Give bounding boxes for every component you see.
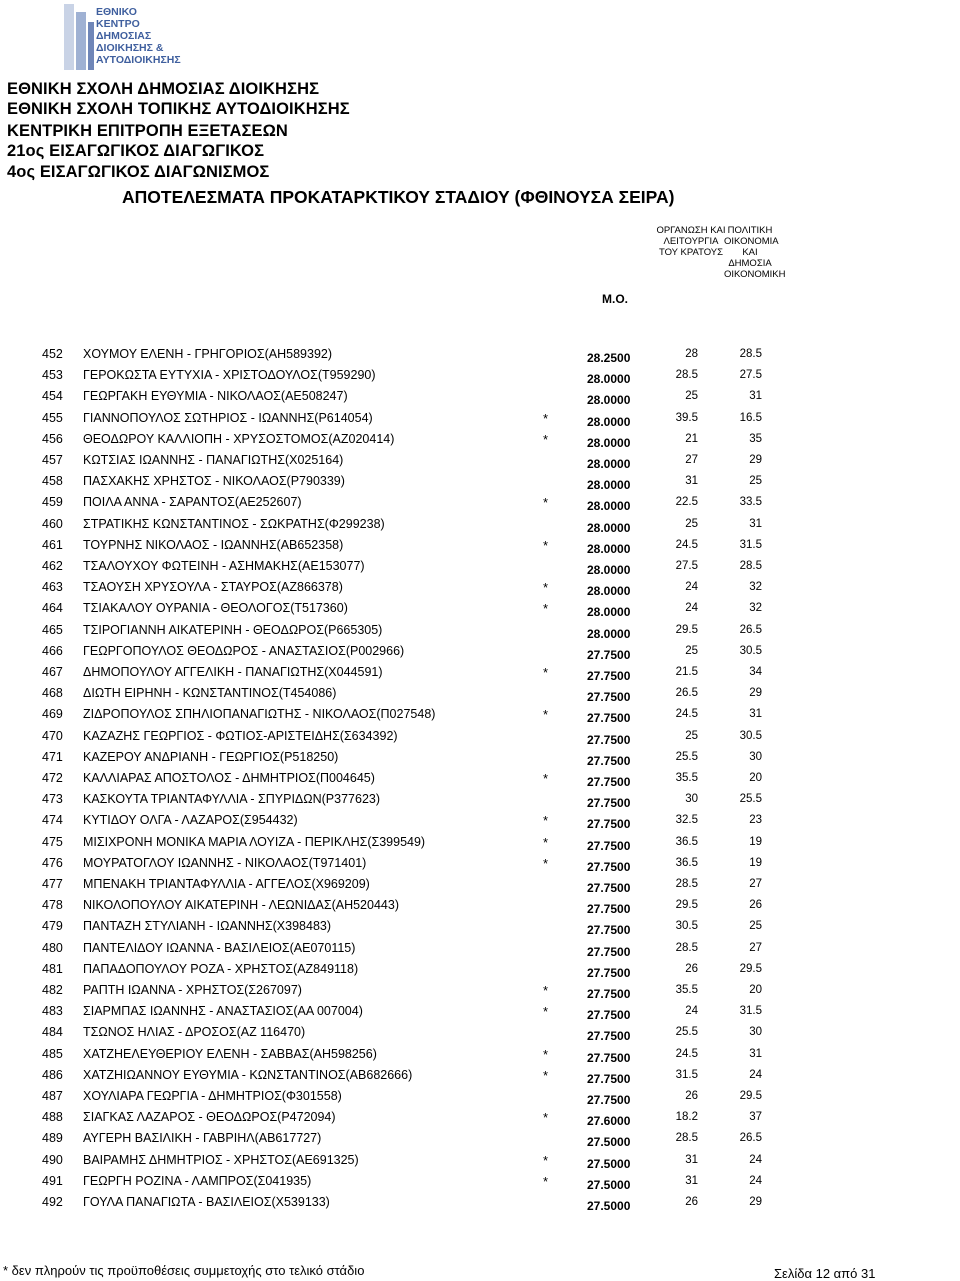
table-row — [0, 1110, 960, 1131]
column-header-average: Μ.Ο. — [602, 292, 628, 306]
ineligible-mark: * — [543, 855, 549, 871]
score-organization: 25 — [685, 644, 698, 657]
average-score: 27.5000 — [587, 1177, 631, 1192]
average-score: 28.0000 — [587, 393, 631, 408]
ineligible-mark: * — [543, 1152, 549, 1168]
candidate-name: ΘΕΟΔΩΡΟΥ ΚΑΛΛΙΟΠΗ - ΧΡΥΣΟΣΤΟΜΟΣ(ΑΖ020414) — [83, 431, 395, 446]
average-score: 27.7500 — [587, 690, 631, 705]
table-row — [0, 898, 960, 919]
candidate-name: ΚΥΤΙΔΟΥ ΟΛΓΑ - ΛΑΖΑΡΟΣ(Σ954432) — [83, 813, 298, 828]
column-header-line: ΟΙΚΟΝΟΜΙΑ — [724, 236, 779, 247]
score-organization: 31 — [685, 475, 698, 488]
row-number: 470 — [42, 728, 63, 743]
row-number: 453 — [42, 368, 63, 383]
candidate-name: ΤΟΥΡΝΗΣ ΝΙΚΟΛΑΟΣ - ΙΩΑΝΝΗΣ(ΑΒ652358) — [83, 537, 344, 552]
average-score: 27.7500 — [587, 796, 631, 811]
row-number: 458 — [42, 474, 63, 489]
average-score: 28.0000 — [587, 414, 631, 429]
average-score: 27.7500 — [587, 1029, 631, 1044]
score-organization: 21 — [685, 432, 698, 445]
score-economics: 29.5 — [739, 1090, 762, 1102]
table-row — [0, 856, 960, 877]
table-row — [0, 1004, 960, 1025]
score-economics: 29 — [749, 454, 762, 466]
average-score: 27.7500 — [587, 1093, 631, 1107]
candidate-name: ΠΑΝΤΑΖΗ ΣΤΥΛΙΑΝΗ - ΙΩΑΝΝΗΣ(Χ398483) — [83, 919, 332, 934]
table-row — [0, 411, 960, 432]
candidate-name: ΤΣΙΡΟΓΙΑΝΝΗ ΑΙΚΑΤΕΡΙΝΗ - ΘΕΟΔΩΡΟΣ(Ρ665305) — [83, 622, 383, 637]
score-economics: 20 — [749, 772, 762, 784]
candidate-name: ΔΗΜΟΠΟΥΛΟΥ ΑΓΓΕΛΙΚΗ - ΠΑΝΑΓΙΩΤΗΣ(Χ044591) — [83, 665, 383, 679]
header-line: 4ος ΕΙΣΑΓΩΓΙΚΟΣ ΔΙΑΓΩΝΙΣΜΟΣ — [7, 163, 270, 181]
candidate-name: ΒΑΙΡΑΜΗΣ ΔΗΜΗΤΡΙΟΣ - ΧΡΗΣΤΟΣ(ΑΕ691325) — [83, 1152, 359, 1167]
table-row — [0, 623, 960, 644]
score-organization: 26 — [685, 1196, 698, 1208]
table-row — [0, 1195, 960, 1216]
average-score: 28.0000 — [587, 605, 631, 620]
score-economics: 37 — [749, 1111, 762, 1124]
score-organization: 30 — [685, 793, 698, 806]
average-score: 28.0000 — [587, 626, 631, 641]
score-organization: 25 — [685, 729, 698, 742]
candidate-name: ΚΑΖΑΖΗΣ ΓΕΩΡΓΙΟΣ - ΦΩΤΙΟΣ-ΑΡΙΣΤΕΙΔΗΣ(Σ634392) — [83, 728, 398, 743]
row-number: 474 — [42, 813, 63, 828]
ineligible-mark: * — [543, 580, 549, 596]
candidate-name: ΓΕΡΟΚΩΣΤΑ ΕΥΤΥΧΙΑ - ΧΡΙΣΤΟΔΟΥΛΟΣ(Τ959290) — [83, 368, 376, 383]
score-economics: 25 — [749, 920, 762, 933]
score-organization: 22.5 — [675, 496, 698, 509]
score-organization: 24 — [685, 581, 698, 594]
average-score: 28.0000 — [587, 435, 631, 450]
average-score: 27.5000 — [587, 1135, 631, 1150]
row-number: 484 — [42, 1025, 63, 1040]
table-row — [0, 729, 960, 750]
average-score: 28.0000 — [587, 541, 631, 556]
candidate-name: ΝΙΚΟΛΟΠΟΥΛΟΥ ΑΙΚΑΤΕΡΙΝΗ - ΛΕΩΝΙΔΑΣ(ΑΗ520443) — [83, 898, 399, 913]
table-row — [0, 347, 960, 368]
score-economics: 31 — [749, 708, 762, 721]
score-organization: 28 — [685, 348, 698, 360]
row-number: 480 — [42, 940, 63, 955]
candidate-name: ΚΩΤΣΙΑΣ ΙΩΑΝΝΗΣ - ΠΑΝΑΓΙΩΤΗΣ(Χ025164) — [83, 453, 344, 467]
logo-line: ΑΥΤΟΔΙΟΙΚΗΣΗΣ — [96, 54, 181, 66]
table-row — [0, 1089, 960, 1110]
score-economics: 20 — [749, 984, 762, 996]
row-number: 477 — [42, 877, 63, 891]
table-row — [0, 792, 960, 813]
score-organization: 29.5 — [675, 899, 698, 912]
row-number: 491 — [42, 1173, 63, 1188]
score-organization: 26.5 — [675, 687, 698, 700]
average-score: 28.0000 — [587, 478, 631, 493]
candidate-name: ΧΟΥΛΙΑΡΑ ΓΕΩΡΓΙΑ - ΔΗΜΗΤΡΙΟΣ(Φ301558) — [83, 1089, 342, 1103]
average-score: 27.6000 — [587, 1114, 631, 1129]
score-economics: 34 — [749, 666, 762, 678]
row-number: 459 — [42, 495, 63, 510]
ineligible-mark: * — [543, 771, 549, 786]
score-organization: 25 — [685, 390, 698, 403]
score-organization: 35.5 — [675, 984, 698, 996]
score-organization: 25 — [685, 517, 698, 530]
row-number: 489 — [42, 1131, 63, 1146]
ineligible-mark: * — [543, 665, 549, 680]
column-header-line: ΛΕΙΤΟΥΡΓΙΑ — [663, 236, 719, 247]
table-row — [0, 665, 960, 686]
row-number: 490 — [42, 1152, 63, 1167]
average-score: 27.7500 — [587, 881, 631, 895]
score-economics: 31.5 — [739, 1005, 762, 1018]
row-number: 457 — [42, 453, 63, 467]
row-number: 481 — [42, 961, 63, 976]
page-number: Σελίδα 12 από 31 — [774, 1266, 876, 1281]
candidate-name: ΣΤΡΑΤΙΚΗΣ ΚΩΝΣΤΑΝΤΙΝΟΣ - ΣΩΚΡΑΤΗΣ(Φ299238) — [83, 516, 385, 531]
table-row — [0, 686, 960, 707]
average-score: 28.0000 — [587, 499, 631, 514]
row-number: 465 — [42, 622, 63, 637]
ineligible-mark: * — [543, 707, 549, 723]
table-row — [0, 1131, 960, 1152]
ineligible-mark: * — [543, 537, 549, 553]
ineligible-mark: * — [543, 431, 549, 447]
ineligible-mark: * — [543, 983, 549, 998]
average-score: 27.7500 — [587, 732, 631, 747]
candidate-name: ΤΣΑΛΟΥΧΟΥ ΦΩΤΕΙΝΗ - ΑΣΗΜΑΚΗΣ(ΑΕ153077) — [83, 559, 365, 573]
table-row — [0, 517, 960, 538]
row-number: 483 — [42, 1004, 63, 1019]
table-row — [0, 835, 960, 856]
score-economics: 30.5 — [739, 729, 762, 742]
table-row — [0, 389, 960, 410]
score-organization: 31 — [685, 1174, 698, 1187]
column-header-line: ΚΑΙ ΔΗΜΟΣΙΑ — [728, 247, 772, 269]
table-row — [0, 877, 960, 898]
row-number: 469 — [42, 707, 63, 722]
score-economics: 29.5 — [739, 962, 762, 975]
table-row — [0, 495, 960, 516]
score-organization: 36.5 — [675, 835, 698, 848]
row-number: 468 — [42, 686, 63, 701]
candidate-name: ΠΟΙΛΑ ΑΝΝΑ - ΣΑΡΑΝΤΟΣ(ΑΕ252607) — [83, 495, 302, 510]
table-row — [0, 941, 960, 962]
score-organization: 28.5 — [675, 369, 698, 382]
table-row — [0, 962, 960, 983]
candidate-name: ΤΣΙΑΚΑΛΟΥ ΟΥΡΑΝΙΑ - ΘΕΟΛΟΓΟΣ(Τ517360) — [83, 601, 348, 616]
average-score: 28.0000 — [587, 372, 631, 387]
score-economics: 33.5 — [739, 496, 762, 509]
score-organization: 27.5 — [675, 560, 698, 572]
score-organization: 36.5 — [675, 856, 698, 869]
score-economics: 32 — [749, 602, 762, 615]
candidate-name: ΣΙΑΡΜΠΑΣ ΙΩΑΝΝΗΣ - ΑΝΑΣΤΑΣΙΟΣ(ΑΑ 007004) — [83, 1004, 363, 1019]
score-organization: 18.2 — [675, 1111, 698, 1124]
score-organization: 21.5 — [675, 666, 698, 678]
candidate-name: ΤΣΩΝΟΣ ΗΛΙΑΣ - ΔΡΟΣΟΣ(ΑΖ 116470) — [83, 1025, 306, 1040]
row-number: 461 — [42, 537, 63, 552]
score-economics: 24 — [749, 1174, 762, 1187]
row-number: 462 — [42, 559, 63, 573]
ineligible-mark: * — [543, 813, 549, 829]
score-organization: 28.5 — [675, 941, 698, 954]
score-organization: 27 — [685, 454, 698, 466]
row-number: 452 — [42, 347, 63, 361]
table-row — [0, 813, 960, 834]
score-economics: 31 — [749, 517, 762, 530]
candidate-name: ΜΟΥΡΑΤΟΓΛΟΥ ΙΩΑΝΝΗΣ - ΝΙΚΟΛΑΟΣ(Τ971401) — [83, 855, 367, 870]
table-row — [0, 707, 960, 728]
score-organization: 24 — [685, 1005, 698, 1018]
average-score: 27.7500 — [587, 838, 631, 853]
score-economics: 28.5 — [739, 560, 762, 572]
row-number: 478 — [42, 898, 63, 913]
score-economics: 26.5 — [739, 623, 762, 636]
ineligible-mark: * — [543, 1173, 549, 1189]
column-header-line: ΟΙΚΟΝΟΜΙΚΗ — [724, 269, 786, 280]
row-number: 486 — [42, 1067, 63, 1082]
row-number: 485 — [42, 1046, 63, 1061]
average-score: 28.0000 — [587, 520, 631, 535]
candidate-name: ΚΑΖΕΡΟΥ ΑΝΔΡΙΑΝΗ - ΓΕΩΡΓΙΟΣ(Ρ518250) — [83, 749, 339, 764]
average-score: 27.7500 — [587, 923, 631, 938]
average-score: 28.2500 — [587, 351, 631, 365]
row-number: 482 — [42, 983, 63, 997]
score-organization: 28.5 — [675, 878, 698, 890]
average-score: 27.7500 — [587, 944, 631, 959]
row-number: 455 — [42, 410, 63, 425]
row-number: 472 — [42, 771, 63, 785]
score-economics: 26.5 — [739, 1132, 762, 1145]
score-economics: 29 — [749, 687, 762, 700]
row-number: 475 — [42, 834, 63, 849]
average-score: 27.7500 — [587, 965, 631, 980]
score-organization: 25.5 — [675, 1026, 698, 1039]
table-row — [0, 771, 960, 792]
ineligible-mark: * — [543, 1110, 549, 1126]
score-organization: 24.5 — [675, 538, 698, 551]
row-number: 463 — [42, 580, 63, 595]
candidate-name: ΡΑΠΤΗ ΙΩΑΝΝΑ - ΧΡΗΣΤΟΣ(Σ267097) — [83, 983, 302, 997]
ineligible-mark: * — [543, 1067, 549, 1083]
candidate-name: ΔΙΩΤΗ ΕΙΡΗΝΗ - ΚΩΝΣΤΑΝΤΙΝΟΣ(Τ454086) — [83, 686, 337, 701]
header-line: 21ος ΕΙΣΑΓΩΓΙΚΟΣ ΔΙΑΓΩΓΙΚΟΣ — [7, 142, 265, 160]
score-economics: 31 — [749, 390, 762, 403]
score-organization: 24.5 — [675, 1047, 698, 1060]
average-score: 27.7500 — [587, 817, 631, 832]
average-score: 27.7500 — [587, 1071, 631, 1086]
footer-note: * δεν πληρούν τις προϋποθέσεις συμμετοχής στο τελικό στάδιο — [3, 1263, 365, 1278]
average-score: 27.7500 — [587, 902, 631, 917]
average-score: 27.7500 — [587, 1008, 631, 1023]
average-score: 27.7500 — [587, 711, 631, 726]
score-economics: 27 — [749, 878, 762, 890]
score-economics: 31.5 — [739, 538, 762, 551]
candidate-name: ΓΟΥΛΑ ΠΑΝΑΓΙΩΤΑ - ΒΑΣΙΛΕΙΟΣ(Χ539133) — [83, 1195, 330, 1209]
table-row — [0, 474, 960, 495]
column-header-line: ΤΟΥ ΚΡΑΤΟΥΣ — [658, 247, 724, 258]
score-organization: 28.5 — [675, 1132, 698, 1145]
score-economics: 23 — [749, 814, 762, 827]
score-economics: 26 — [749, 899, 762, 912]
table-row — [0, 1174, 960, 1195]
column-header-line: ΠΟΛΙΤΙΚΗ — [727, 225, 773, 236]
average-score: 27.7500 — [587, 1050, 631, 1065]
score-economics: 24 — [749, 1153, 762, 1166]
score-organization: 25.5 — [675, 750, 698, 763]
table-row — [0, 601, 960, 622]
logo-line: ΔΙΟΙΚΗΣΗΣ & — [96, 42, 164, 54]
ineligible-mark: * — [543, 495, 549, 511]
table-row — [0, 538, 960, 559]
score-organization: 26 — [685, 1090, 698, 1102]
candidate-name: ΤΣΑΟΥΣΗ ΧΡΥΣΟΥΛΑ - ΣΤΑΥΡΟΣ(ΑΖ866378) — [83, 580, 343, 595]
candidate-name: ΚΑΣΚΟΥΤΑ ΤΡΙΑΝΤΑΦΥΛΛΙΑ - ΣΠΥΡΙΔΩΝ(Ρ377623) — [83, 792, 381, 807]
candidate-name: ΖΙΔΡΟΠΟΥΛΟΣ ΣΠΗΛΙΟΠΑΝΑΓΙΩΤΗΣ - ΝΙΚΟΛΑΟΣ(Π027548) — [83, 707, 436, 722]
candidate-name: ΧΟΥΜΟΥ ΕΛΕΝΗ - ΓΡΗΓΟΡΙΟΣ(ΑΗ589392) — [83, 347, 333, 361]
average-score: 27.7500 — [587, 987, 631, 1001]
row-number: 476 — [42, 855, 63, 870]
score-organization: 31 — [685, 1153, 698, 1166]
ineligible-mark: * — [543, 601, 549, 617]
score-economics: 27 — [749, 941, 762, 954]
candidate-name: ΓΕΩΡΓΟΠΟΥΛΟΣ ΘΕΟΔΩΡΟΣ - ΑΝΑΣΤΑΣΙΟΣ(Ρ002966) — [83, 643, 405, 658]
score-economics: 27.5 — [739, 369, 762, 382]
row-number: 488 — [42, 1110, 63, 1125]
score-organization: 39.5 — [675, 411, 698, 424]
candidate-name: ΚΑΛΛΙΑΡΑΣ ΑΠΟΣΤΟΛΟΣ - ΔΗΜΗΤΡΙΟΣ(Π004645) — [83, 771, 375, 785]
average-score: 27.7500 — [587, 753, 631, 768]
row-number: 473 — [42, 792, 63, 807]
row-number: 466 — [42, 643, 63, 658]
score-organization: 30.5 — [675, 920, 698, 933]
row-number: 456 — [42, 431, 63, 446]
header-line: ΚΕΝΤΡΙΚΗ ΕΠΙΤΡΟΠΗ ΕΞΕΤΑΣΕΩΝ — [7, 122, 288, 140]
score-economics: 19 — [749, 835, 762, 848]
score-economics: 25.5 — [739, 793, 762, 806]
logo-line: ΕΘΝΙΚΟ — [96, 6, 137, 18]
average-score: 27.7500 — [587, 859, 631, 874]
ineligible-mark: * — [543, 1046, 549, 1062]
table-row — [0, 432, 960, 453]
score-economics: 30 — [749, 750, 762, 763]
row-number: 487 — [42, 1089, 63, 1103]
table-row — [0, 1047, 960, 1068]
score-economics: 28.5 — [739, 348, 762, 360]
table-row — [0, 750, 960, 771]
ineligible-mark: * — [543, 1004, 549, 1020]
average-score: 27.5000 — [587, 1156, 631, 1171]
organization-logo — [62, 2, 180, 74]
logo-line: ΔΗΜΟΣΙΑΣ — [96, 30, 152, 42]
ineligible-mark: * — [543, 410, 549, 426]
score-organization: 29.5 — [675, 623, 698, 636]
average-score: 28.0000 — [587, 457, 631, 471]
average-score: 27.5000 — [587, 1199, 631, 1213]
candidate-name: ΜΠΕΝΑΚΗ ΤΡΙΑΝΤΑΦΥΛΛΙΑ - ΑΓΓΕΛΟΣ(Χ969209) — [83, 877, 370, 891]
logo-text — [96, 6, 181, 66]
column-header-organization — [656, 225, 726, 258]
table-row — [0, 453, 960, 474]
row-number: 464 — [42, 601, 63, 616]
table-row — [0, 559, 960, 580]
table-row — [0, 1068, 960, 1089]
table-row — [0, 644, 960, 665]
score-organization: 31.5 — [675, 1068, 698, 1081]
row-number: 471 — [42, 749, 63, 764]
average-score: 28.0000 — [587, 563, 631, 577]
average-score: 28.0000 — [587, 584, 631, 599]
candidate-name: ΠΑΣΧΑΚΗΣ ΧΡΗΣΤΟΣ - ΝΙΚΟΛΑΟΣ(Ρ790339) — [83, 474, 345, 489]
table-row — [0, 1153, 960, 1174]
row-number: 460 — [42, 516, 63, 531]
candidate-name: ΓΙΑΝΝΟΠΟΥΛΟΣ ΣΩΤΗΡΙΟΣ - ΙΩΑΝΝΗΣ(Ρ614054) — [83, 410, 373, 425]
ineligible-mark: * — [543, 834, 549, 850]
table-row — [0, 368, 960, 389]
score-economics: 24 — [749, 1068, 762, 1081]
score-economics: 30.5 — [739, 644, 762, 657]
header-line: ΕΘΝΙΚΗ ΣΧΟΛΗ ΔΗΜΟΣΙΑΣ ΔΙΟΙΚΗΣΗΣ — [7, 80, 320, 98]
candidate-name: ΠΑΝΤΕΛΙΔΟΥ ΙΩΑΝΝΑ - ΒΑΣΙΛΕΙΟΣ(ΑΕ070115) — [83, 940, 356, 955]
score-economics: 32 — [749, 581, 762, 594]
candidate-name: ΑΥΓΕΡΗ ΒΑΣΙΛΙΚΗ - ΓΑΒΡΙΗΛ(ΑΒ617727) — [83, 1131, 322, 1146]
table-row — [0, 580, 960, 601]
candidate-name: ΜΙΣΙΧΡΟΝΗ ΜΟΝΙΚΑ ΜΑΡΙΑ ΛΟΥΙΖΑ - ΠΕΡΙΚΛΗΣ(Σ399549) — [83, 834, 426, 849]
header-line: ΕΘΝΙΚΗ ΣΧΟΛΗ ΤΟΠΙΚΗΣ ΑΥΤΟΔΙΟΙΚΗΣΗΣ — [7, 100, 350, 118]
table-row — [0, 919, 960, 940]
candidate-name: ΓΕΩΡΓΗ ΡΟΖΙΝΑ - ΛΑΜΠΡΟΣ(Σ041935) — [83, 1173, 312, 1188]
candidate-name: ΧΑΤΖΗΕΛΕΥΘΕΡΙΟΥ ΕΛΕΝΗ - ΣΑΒΒΑΣ(ΑΗ598256) — [83, 1046, 377, 1061]
candidate-name: ΓΕΩΡΓΑΚΗ ΕΥΘΥΜΙΑ - ΝΙΚΟΛΑΟΣ(ΑΕ508247) — [83, 389, 348, 404]
page-title: ΑΠΟΤΕΛΕΣΜΑΤΑ ΠΡΟΚΑΤΑΡΚΤΙΚΟΥ ΣΤΑΔΙΟΥ (ΦΘΙΝΟΥΣΑ ΣΕΙΡΑ) — [122, 187, 675, 207]
average-score: 27.7500 — [587, 647, 631, 662]
candidate-name: ΣΙΑΓΚΑΣ ΛΑΖΑΡΟΣ - ΘΕΟΔΩΡΟΣ(Ρ472094) — [83, 1110, 336, 1125]
column-header-economics — [724, 225, 786, 280]
row-number: 454 — [42, 389, 63, 404]
score-economics: 31 — [749, 1047, 762, 1060]
score-economics: 19 — [749, 856, 762, 869]
row-number: 479 — [42, 919, 63, 934]
row-number: 467 — [42, 665, 63, 679]
candidate-name: ΠΑΠΑΔΟΠΟΥΛΟΥ ΡΟΖΑ - ΧΡΗΣΤΟΣ(ΑΖ849118) — [83, 961, 359, 976]
average-score: 27.7500 — [587, 775, 631, 789]
logo-line: ΚΕΝΤΡΟ — [96, 18, 140, 30]
candidate-name: ΧΑΤΖΗΙΩΑΝΝΟΥ ΕΥΘΥΜΙΑ - ΚΩΝΣΤΑΝΤΙΝΟΣ(ΑΒ682666) — [83, 1067, 413, 1082]
score-economics: 35 — [749, 432, 762, 445]
average-score: 27.7500 — [587, 669, 631, 683]
table-row — [0, 983, 960, 1004]
score-organization: 35.5 — [675, 772, 698, 784]
score-economics: 29 — [749, 1196, 762, 1208]
score-economics: 25 — [749, 475, 762, 488]
score-organization: 26 — [685, 962, 698, 975]
score-economics: 16.5 — [739, 411, 762, 424]
row-number: 492 — [42, 1195, 63, 1209]
score-organization: 24 — [685, 602, 698, 615]
score-organization: 32.5 — [675, 814, 698, 827]
score-organization: 24.5 — [675, 708, 698, 721]
score-economics: 30 — [749, 1026, 762, 1039]
table-row — [0, 1025, 960, 1046]
column-header-line: ΟΡΓΑΝΩΣΗ ΚΑΙ — [656, 225, 726, 236]
